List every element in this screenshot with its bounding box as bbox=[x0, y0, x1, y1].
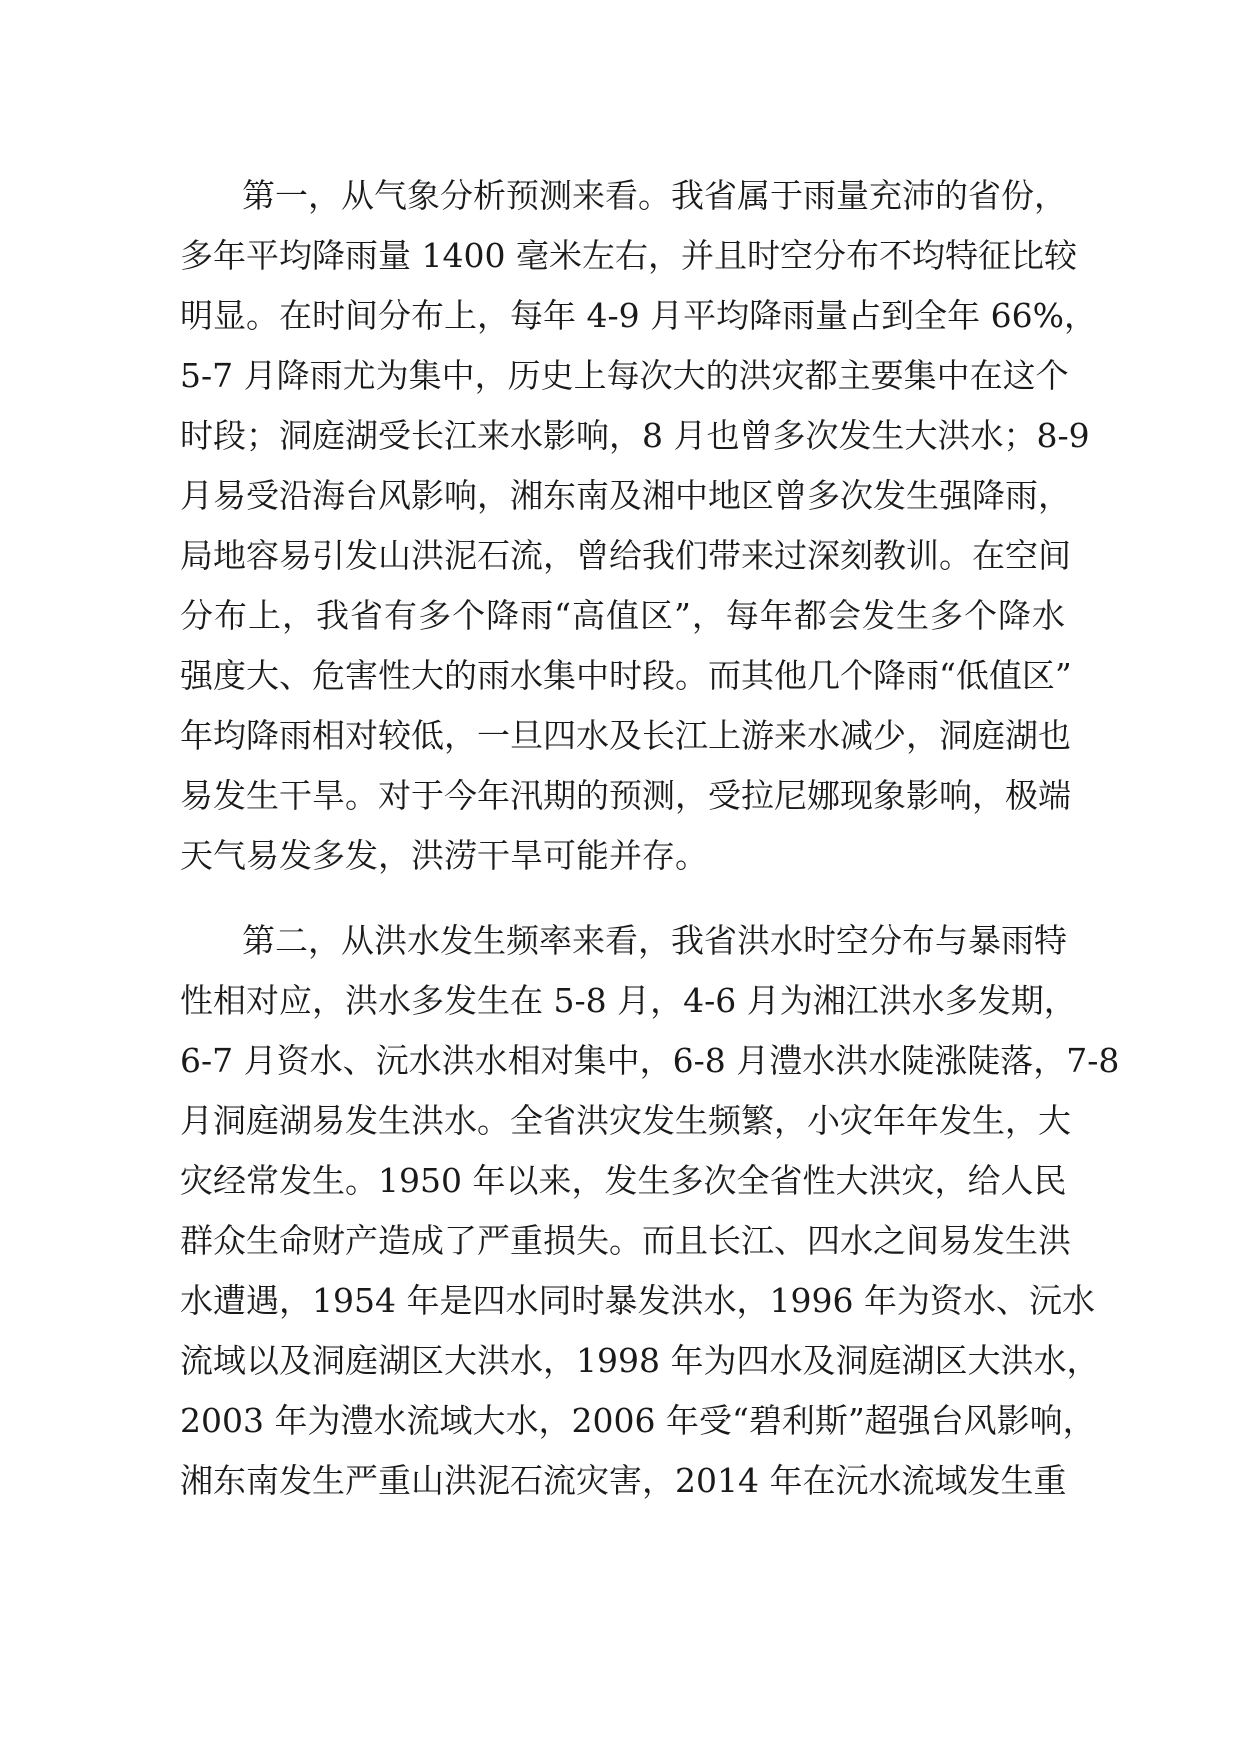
paragraph-line: 流域以及洞庭湖区大洪水，1998 年为四水及洞庭湖区大洪水， bbox=[180, 1341, 1100, 1380]
paragraph-line: 第二，从洪水发生频率来看，我省洪水时空分布与暴雨特 bbox=[242, 921, 1067, 960]
paragraph-line: 易发生干旱。对于今年汛期的预测，受拉尼娜现象影响，极端 bbox=[180, 776, 1071, 815]
paragraph-line: 6-7 月资水、沅水洪水相对集中，6-8 月澧水洪水陡涨陡落，7-8 bbox=[180, 1041, 1120, 1080]
paragraph-line: 时段；洞庭湖受长江来水影响，8 月也曾多次发生大洪水；8-9 bbox=[180, 416, 1090, 455]
paragraph-line: 明显。在时间分布上，每年 4-9 月平均降雨量占到全年 66%， bbox=[180, 296, 1097, 335]
paragraph-line: 局地容易引发山洪泥石流，曾给我们带来过深刻教训。在空间 bbox=[180, 536, 1071, 575]
paragraph-line: 强度大、危害性大的雨水集中时段。而其他几个降雨“低值区” bbox=[180, 656, 1072, 695]
paragraph-line: 月易受沿海台风影响，湘东南及湘中地区曾多次发生强降雨， bbox=[180, 476, 1071, 515]
paragraph-line: 多年平均降雨量 1400 毫米左右，并且时空分布不均特征比较 bbox=[180, 236, 1077, 275]
paragraph-line: 湘东南发生严重山洪泥石流灾害，2014 年在沅水流域发生重 bbox=[180, 1461, 1067, 1500]
paragraph-line: 2003 年为澧水流域大水，2006 年受“碧利斯”超强台风影响， bbox=[180, 1401, 1096, 1440]
paragraph-line: 年均降雨相对较低，一旦四水及长江上游来水减少，洞庭湖也 bbox=[180, 716, 1071, 755]
paragraph-line: 天气易发多发，洪涝干旱可能并存。 bbox=[180, 836, 708, 875]
paragraph-line: 第一，从气象分析预测来看。我省属于雨量充沛的省份， bbox=[242, 176, 1067, 215]
paragraph-line: 群众生命财产造成了严重损失。而且长江、四水之间易发生洪 bbox=[180, 1221, 1071, 1260]
paragraph-line: 灾经常发生。1950 年以来，发生多次全省性大洪灾，给人民 bbox=[180, 1161, 1067, 1200]
paragraph-line: 5-7 月降雨尤为集中，历史上每次大的洪灾都主要集中在这个 bbox=[180, 356, 1069, 395]
paragraph-line: 性相对应，洪水多发生在 5-8 月，4-6 月为湘江洪水多发期， bbox=[180, 981, 1077, 1020]
paragraph-line: 水遭遇，1954 年是四水同时暴发洪水，1996 年为资水、沅水 bbox=[180, 1281, 1095, 1320]
paragraph-line: 月洞庭湖易发生洪水。全省洪灾发生频繁，小灾年年发生，大 bbox=[180, 1101, 1071, 1140]
paragraph-line: 分布上，我省有多个降雨“高值区”，每年都会发生多个降水 bbox=[180, 596, 1065, 635]
